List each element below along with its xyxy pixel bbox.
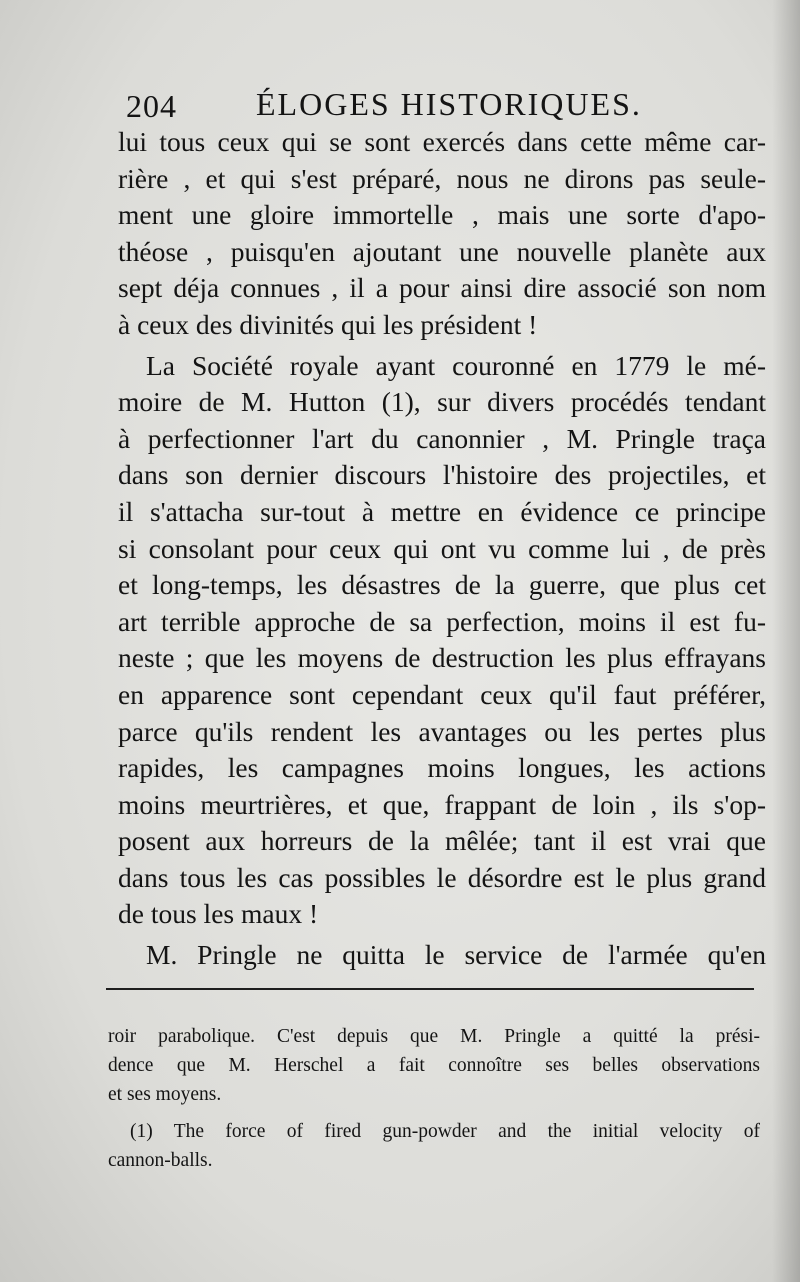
text-line: parce qu'ils rendent les avantages ou les pertes plus <box>118 715 766 747</box>
text-line: sept déja connues , il a pour ainsi dire associé son nom <box>118 272 766 304</box>
running-title: ÉLOGES HISTORIQUES. <box>256 86 642 122</box>
page-header <box>118 78 760 128</box>
text-line: à perfectionner l'art du canonnier , M. Pringle traça <box>118 422 766 454</box>
text-line: M. Pringle ne quitta le service de l'armée qu'en <box>146 939 766 971</box>
footnote-1 <box>108 1117 760 1175</box>
text-line: en apparence sont cependant ceux qu'il faut préférer, <box>118 678 766 710</box>
text-line: dans son dernier discours l'histoire des projectiles, et <box>118 459 766 491</box>
page-number: 204 <box>126 88 177 124</box>
text-line: et long-temps, les désastres de la guerre, que plus cet <box>118 569 766 601</box>
text-line: ment une gloire immortelle , mais une sorte d'apo- <box>118 199 766 231</box>
paragraph-2 <box>118 348 766 934</box>
text-line: posent aux horreurs de la mêlée; tant il est vrai que <box>118 825 766 857</box>
footnotes <box>108 1022 760 1175</box>
text-line: à ceux des divinités qui les président ! <box>118 308 538 340</box>
text-line: lui tous ceux qui se sont exercés dans cette même car- <box>118 126 766 157</box>
footnote-continued <box>108 1022 760 1109</box>
text-line: rapides, les campagnes moins longues, les actions <box>118 752 766 784</box>
footnote-line: dence que M. Herschel a fait connoître ses belles observations <box>108 1055 760 1076</box>
footnote-line: (1) The force of fired gun-powder and the initial velocity of <box>130 1121 760 1142</box>
text-line: il s'attacha sur-tout à mettre en évidence ce principe <box>118 495 766 527</box>
footnote-gap <box>108 1109 760 1117</box>
footnote-line: cannon-balls. <box>108 1150 213 1171</box>
text-line: art terrible approche de sa perfection, moins il est fu- <box>118 605 766 637</box>
text-line: de tous les maux ! <box>118 898 319 930</box>
text-line: La Société royale ayant couronné en 1779 le mé- <box>146 349 766 381</box>
text-line: neste ; que les moyens de destruction les plus effrayans <box>118 642 766 674</box>
footnote-line: roir parabolique. C'est depuis que M. Pringle a quitté la prési- <box>108 1026 760 1047</box>
text-line: théose , puisqu'en ajoutant une nouvelle planète aux <box>118 235 766 267</box>
text-line: si consolant pour ceux qui ont vu comme lui , de près <box>118 532 766 564</box>
text-line: rière , et qui s'est préparé, nous ne dirons pas seule- <box>118 162 766 194</box>
text-line: moire de M. Hutton (1), sur divers procédés tendant <box>118 386 766 418</box>
text-line: moins meurtrières, et que, frappant de loin , ils s'op- <box>118 788 766 820</box>
footnote-rule <box>106 988 754 990</box>
paragraph-1 <box>118 124 766 344</box>
footnote-line: et ses moyens. <box>108 1084 222 1105</box>
text-line: dans tous les cas possibles le désordre est le plus grand <box>118 861 766 893</box>
paragraph-3 <box>118 937 766 974</box>
body-text <box>118 124 766 974</box>
page-edge-shadow <box>772 0 800 1282</box>
